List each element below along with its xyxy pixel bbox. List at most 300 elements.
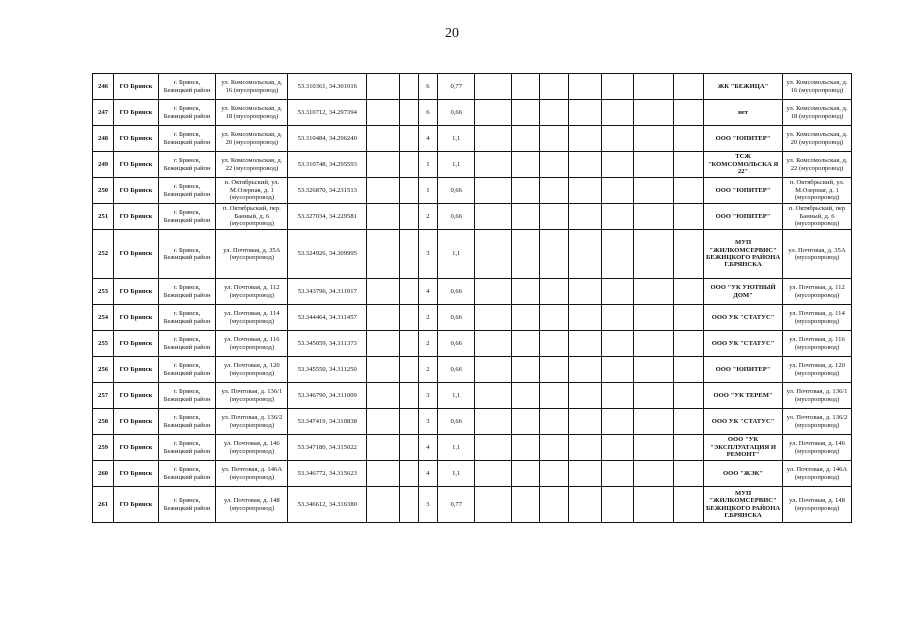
empty-cell	[475, 435, 511, 461]
table-row	[93, 178, 852, 204]
coordinates-cell: 53.344464, 34.311457	[288, 305, 367, 331]
empty-cell	[601, 100, 633, 126]
empty-cell	[601, 230, 633, 279]
district-cell: ГО Брянск	[114, 279, 159, 305]
coordinates-cell: 53.310748, 34.295593	[288, 152, 367, 178]
district-cell: ГО Брянск	[114, 152, 159, 178]
empty-cell	[568, 204, 601, 230]
empty-cell	[399, 305, 418, 331]
address-cell: ул. Почтовая, д. 114 (мусоропровод)	[216, 305, 288, 331]
coordinates-cell: 53.310361, 34.301016	[288, 74, 367, 100]
empty-cell	[367, 487, 399, 523]
managing-org-cell: ООО "УК УЮТНЫЙ ДОМ"	[704, 279, 783, 305]
locality-cell: г. Брянск, Бежицкий район	[158, 230, 216, 279]
container-volume-cell: 1,1	[438, 152, 475, 178]
empty-cell	[511, 461, 539, 487]
waste-source-cell: ул. Комсомольская, д. 22 (мусоропровод)	[783, 152, 852, 178]
empty-cell	[634, 100, 673, 126]
table-row	[93, 331, 852, 357]
managing-org-cell: МУП "ЖИЛКОМСЕРВИС" БЕЖИЦКОГО РАЙОНА Г.БРЯНСКА	[704, 487, 783, 523]
empty-cell	[601, 487, 633, 523]
table-row	[93, 409, 852, 435]
address-cell: ул. Почтовая, д. 136/1 (мусоропровод)	[216, 383, 288, 409]
district-cell: ГО Брянск	[114, 305, 159, 331]
table-row	[93, 383, 852, 409]
empty-cell	[367, 100, 399, 126]
empty-cell	[634, 74, 673, 100]
container-count-cell: 4	[418, 435, 437, 461]
empty-cell	[399, 435, 418, 461]
empty-cell	[673, 230, 703, 279]
empty-cell	[367, 383, 399, 409]
row-number-cell: 254	[93, 305, 114, 331]
empty-cell	[475, 230, 511, 279]
locality-cell: г. Брянск, Бежицкий район	[158, 100, 216, 126]
container-volume-cell: 0,66	[438, 305, 475, 331]
container-volume-cell: 1,1	[438, 383, 475, 409]
empty-cell	[399, 487, 418, 523]
empty-cell	[568, 178, 601, 204]
container-count-cell: 2	[418, 331, 437, 357]
locality-cell: г. Брянск, Бежицкий район	[158, 409, 216, 435]
container-count-cell: 6	[418, 100, 437, 126]
address-cell: п. Октябрьский, пер. Банный, д. 6 (мусоропровод)	[216, 204, 288, 230]
empty-cell	[475, 178, 511, 204]
empty-cell	[475, 383, 511, 409]
locality-cell: г. Брянск, Бежицкий район	[158, 305, 216, 331]
locality-cell: г. Брянск, Бежицкий район	[158, 279, 216, 305]
empty-cell	[601, 409, 633, 435]
waste-source-cell: ул. Почтовая, д. 146А (мусоропровод)	[783, 461, 852, 487]
table-row	[93, 487, 852, 523]
empty-cell	[367, 305, 399, 331]
row-number-cell: 259	[93, 435, 114, 461]
address-cell: ул. Почтовая, д. 146 (мусоропровод)	[216, 435, 288, 461]
address-cell: ул. Комсомольская, д. 22 (мусоропровод)	[216, 152, 288, 178]
table-row	[93, 152, 852, 178]
address-cell: ул. Почтовая, д. 146А (мусоропровод)	[216, 461, 288, 487]
empty-cell	[540, 279, 568, 305]
container-volume-cell: 0,66	[438, 100, 475, 126]
container-volume-cell: 0,77	[438, 74, 475, 100]
waste-source-cell: ул. Почтовая, д. 35А (мусоропровод)	[783, 230, 852, 279]
empty-cell	[601, 383, 633, 409]
locality-cell: г. Брянск, Бежицкий район	[158, 435, 216, 461]
empty-cell	[475, 100, 511, 126]
district-cell: ГО Брянск	[114, 461, 159, 487]
container-volume-cell: 0,66	[438, 409, 475, 435]
empty-cell	[511, 74, 539, 100]
table-row	[93, 74, 852, 100]
empty-cell	[634, 305, 673, 331]
container-count-cell: 3	[418, 487, 437, 523]
empty-cell	[511, 126, 539, 152]
empty-cell	[540, 204, 568, 230]
container-count-cell: 3	[418, 230, 437, 279]
empty-cell	[540, 409, 568, 435]
container-count-cell: 3	[418, 409, 437, 435]
empty-cell	[601, 74, 633, 100]
empty-cell	[634, 126, 673, 152]
empty-cell	[634, 331, 673, 357]
empty-cell	[540, 74, 568, 100]
address-cell: ул. Почтовая, д. 35А (мусоропровод)	[216, 230, 288, 279]
row-number-cell: 255	[93, 331, 114, 357]
empty-cell	[399, 230, 418, 279]
table-row	[93, 100, 852, 126]
empty-cell	[540, 230, 568, 279]
address-cell: ул. Почтовая, д. 148 (мусоропровод)	[216, 487, 288, 523]
coordinates-cell: 53.347419, 34.310838	[288, 409, 367, 435]
empty-cell	[673, 435, 703, 461]
district-cell: ГО Брянск	[114, 74, 159, 100]
district-cell: ГО Брянск	[114, 204, 159, 230]
waste-source-cell: ул. Комсомольская, д. 16 (мусоропровод)	[783, 74, 852, 100]
district-cell: ГО Брянск	[114, 409, 159, 435]
container-volume-cell: 0,66	[438, 178, 475, 204]
locality-cell: г. Брянск, Бежицкий район	[158, 331, 216, 357]
district-cell: ГО Брянск	[114, 100, 159, 126]
locality-cell: г. Брянск, Бежицкий район	[158, 74, 216, 100]
empty-cell	[568, 279, 601, 305]
empty-cell	[367, 409, 399, 435]
empty-cell	[673, 74, 703, 100]
empty-cell	[511, 152, 539, 178]
empty-cell	[601, 279, 633, 305]
empty-cell	[475, 487, 511, 523]
coordinates-cell: 53.327034, 34.229581	[288, 204, 367, 230]
container-volume-cell: 0,66	[438, 279, 475, 305]
empty-cell	[367, 357, 399, 383]
empty-cell	[568, 357, 601, 383]
address-cell: ул. Почтовая, д. 116 (мусоропровод)	[216, 331, 288, 357]
empty-cell	[568, 461, 601, 487]
container-count-cell: 2	[418, 357, 437, 383]
empty-cell	[399, 331, 418, 357]
empty-cell	[634, 409, 673, 435]
empty-cell	[673, 152, 703, 178]
managing-org-cell: ТСЖ "КОМСОМОЛЬСКА Я 22"	[704, 152, 783, 178]
empty-cell	[634, 357, 673, 383]
coordinates-cell: 53.345059, 34.311373	[288, 331, 367, 357]
container-volume-cell: 1,1	[438, 435, 475, 461]
empty-cell	[568, 331, 601, 357]
empty-cell	[601, 204, 633, 230]
container-volume-cell: 1,1	[438, 230, 475, 279]
table-row	[93, 435, 852, 461]
empty-cell	[475, 279, 511, 305]
address-cell: ул. Комсомольская, д. 16 (мусоропровод)	[216, 74, 288, 100]
managing-org-cell: ООО УК "СТАТУС"	[704, 409, 783, 435]
coordinates-cell: 53.310484, 34.296240	[288, 126, 367, 152]
empty-cell	[540, 461, 568, 487]
waste-source-cell: ул. Комсомольская, д. 20 (мусоропровод)	[783, 126, 852, 152]
district-cell: ГО Брянск	[114, 357, 159, 383]
empty-cell	[475, 152, 511, 178]
coordinates-cell: 53.343796, 34.311017	[288, 279, 367, 305]
empty-cell	[673, 100, 703, 126]
empty-cell	[601, 305, 633, 331]
container-volume-cell: 0,77	[438, 487, 475, 523]
address-cell: п. Октябрьский, ул. М.Озерная, д. 1 (мусоропровод)	[216, 178, 288, 204]
page-number: 20	[445, 26, 459, 41]
managing-org-cell: нет	[704, 100, 783, 126]
coordinates-cell: 53.346772, 34.315623	[288, 461, 367, 487]
empty-cell	[475, 331, 511, 357]
table-row	[93, 126, 852, 152]
container-volume-cell: 0,66	[438, 204, 475, 230]
empty-cell	[634, 383, 673, 409]
empty-cell	[568, 126, 601, 152]
empty-cell	[601, 152, 633, 178]
empty-cell	[367, 178, 399, 204]
empty-cell	[601, 357, 633, 383]
empty-cell	[367, 461, 399, 487]
container-count-cell: 1	[418, 178, 437, 204]
waste-source-cell: ул. Почтовая, д. 148 (мусоропровод)	[783, 487, 852, 523]
empty-cell	[634, 178, 673, 204]
district-cell: ГО Брянск	[114, 383, 159, 409]
empty-cell	[568, 487, 601, 523]
row-number-cell: 257	[93, 383, 114, 409]
address-cell: ул. Почтовая, д. 120 (мусоропровод)	[216, 357, 288, 383]
coordinates-cell: 53.345550, 34.311250	[288, 357, 367, 383]
coordinates-cell: 53.310712, 34.297394	[288, 100, 367, 126]
managing-org-cell: МУП "ЖИЛКОМСЕРВИС" БЕЖИЦКОГО РАЙОНА Г.БРЯНСКА	[704, 230, 783, 279]
managing-org-cell: ООО "УК ТЕРЕМ"	[704, 383, 783, 409]
empty-cell	[511, 178, 539, 204]
empty-cell	[540, 100, 568, 126]
empty-cell	[673, 383, 703, 409]
empty-cell	[399, 279, 418, 305]
empty-cell	[399, 357, 418, 383]
waste-source-cell: ул. Почтовая, д. 136/2 (мусоропровод)	[783, 409, 852, 435]
district-cell: ГО Брянск	[114, 331, 159, 357]
coordinates-cell: 53.346612, 34.316380	[288, 487, 367, 523]
empty-cell	[367, 279, 399, 305]
row-number-cell: 261	[93, 487, 114, 523]
empty-cell	[511, 100, 539, 126]
address-cell: ул. Комсомольская, д. 18 (мусоропровод)	[216, 100, 288, 126]
empty-cell	[601, 435, 633, 461]
waste-source-cell: ул. Почтовая, д. 114 (мусоропровод)	[783, 305, 852, 331]
empty-cell	[634, 461, 673, 487]
managing-org-cell: ООО УК "СТАТУС"	[704, 305, 783, 331]
empty-cell	[601, 178, 633, 204]
empty-cell	[511, 331, 539, 357]
row-number-cell: 253	[93, 279, 114, 305]
empty-cell	[568, 74, 601, 100]
managing-org-cell: ООО "ЮПИТЕР"	[704, 357, 783, 383]
empty-cell	[511, 409, 539, 435]
managing-org-cell: ООО "ЮПИТЕР"	[704, 178, 783, 204]
empty-cell	[540, 357, 568, 383]
empty-cell	[634, 204, 673, 230]
empty-cell	[540, 487, 568, 523]
empty-cell	[568, 152, 601, 178]
managing-org-cell: ООО УК "СТАТУС"	[704, 331, 783, 357]
empty-cell	[540, 126, 568, 152]
row-number-cell: 250	[93, 178, 114, 204]
empty-cell	[601, 461, 633, 487]
container-count-cell: 3	[418, 383, 437, 409]
locality-cell: г. Брянск, Бежицкий район	[158, 126, 216, 152]
row-number-cell: 251	[93, 204, 114, 230]
empty-cell	[475, 74, 511, 100]
table-row	[93, 357, 852, 383]
district-cell: ГО Брянск	[114, 178, 159, 204]
waste-source-cell: ул. Почтовая, д. 136/1 (мусоропровод)	[783, 383, 852, 409]
row-number-cell: 252	[93, 230, 114, 279]
empty-cell	[673, 305, 703, 331]
locality-cell: г. Брянск, Бежицкий район	[158, 204, 216, 230]
container-count-cell: 2	[418, 204, 437, 230]
waste-source-cell: п. Октябрьский, пер Банный, д. 6 (мусоропровод)	[783, 204, 852, 230]
empty-cell	[568, 435, 601, 461]
locality-cell: г. Брянск, Бежицкий район	[158, 357, 216, 383]
empty-cell	[673, 487, 703, 523]
empty-cell	[475, 126, 511, 152]
empty-cell	[540, 305, 568, 331]
empty-cell	[511, 383, 539, 409]
empty-cell	[399, 100, 418, 126]
address-cell: ул. Почтовая, д. 136/2 (мусоропровод)	[216, 409, 288, 435]
empty-cell	[540, 152, 568, 178]
district-cell: ГО Брянск	[114, 487, 159, 523]
empty-cell	[399, 178, 418, 204]
container-count-cell: 6	[418, 74, 437, 100]
container-count-cell: 4	[418, 126, 437, 152]
empty-cell	[568, 383, 601, 409]
district-cell: ГО Брянск	[114, 230, 159, 279]
container-volume-cell: 0,66	[438, 331, 475, 357]
locality-cell: г. Брянск, Бежицкий район	[158, 178, 216, 204]
row-number-cell: 249	[93, 152, 114, 178]
empty-cell	[367, 152, 399, 178]
empty-cell	[601, 331, 633, 357]
container-volume-cell: 1,1	[438, 461, 475, 487]
empty-cell	[540, 178, 568, 204]
container-count-cell: 1	[418, 152, 437, 178]
empty-cell	[475, 409, 511, 435]
empty-cell	[475, 305, 511, 331]
locality-cell: г. Брянск, Бежицкий район	[158, 461, 216, 487]
empty-cell	[673, 204, 703, 230]
empty-cell	[399, 409, 418, 435]
container-count-cell: 4	[418, 279, 437, 305]
locality-cell: г. Брянск, Бежицкий район	[158, 487, 216, 523]
table-row	[93, 461, 852, 487]
waste-source-cell: ул. Почтовая, д. 146 (мусоропровод)	[783, 435, 852, 461]
managing-org-cell: ООО "ЮПИТЕР"	[704, 126, 783, 152]
coordinates-cell: 53.346790, 34.311009	[288, 383, 367, 409]
container-count-cell: 4	[418, 461, 437, 487]
empty-cell	[673, 178, 703, 204]
managing-org-cell: ЖК "БЕЖИЦА"	[704, 74, 783, 100]
managing-org-cell: ООО "ЖЭК"	[704, 461, 783, 487]
empty-cell	[475, 461, 511, 487]
table-body	[93, 74, 852, 523]
empty-cell	[511, 487, 539, 523]
address-cell: ул. Почтовая, д. 112 (мусоропровод)	[216, 279, 288, 305]
row-number-cell: 248	[93, 126, 114, 152]
row-number-cell: 260	[93, 461, 114, 487]
empty-cell	[634, 487, 673, 523]
empty-cell	[399, 126, 418, 152]
managing-org-cell: ООО "ЮПИТЕР"	[704, 204, 783, 230]
empty-cell	[367, 74, 399, 100]
empty-cell	[475, 204, 511, 230]
waste-source-cell: ул. Комсомольская, д. 18 (мусоропровод)	[783, 100, 852, 126]
empty-cell	[475, 357, 511, 383]
empty-cell	[511, 204, 539, 230]
waste-source-cell: ул. Почтовая, д. 120 (мусоропровод)	[783, 357, 852, 383]
empty-cell	[673, 409, 703, 435]
table-row	[93, 279, 852, 305]
empty-cell	[511, 230, 539, 279]
empty-cell	[673, 331, 703, 357]
container-volume-cell: 1,1	[438, 126, 475, 152]
empty-cell	[673, 279, 703, 305]
empty-cell	[673, 126, 703, 152]
waste-source-cell: ул. Почтовая, д. 116 (мусоропровод)	[783, 331, 852, 357]
coordinates-cell: 53.347180, 34.315022	[288, 435, 367, 461]
empty-cell	[399, 383, 418, 409]
row-number-cell: 246	[93, 74, 114, 100]
empty-cell	[601, 126, 633, 152]
empty-cell	[568, 230, 601, 279]
row-number-cell: 258	[93, 409, 114, 435]
empty-cell	[673, 461, 703, 487]
empty-cell	[568, 100, 601, 126]
locality-cell: г. Брянск, Бежицкий район	[158, 383, 216, 409]
empty-cell	[511, 435, 539, 461]
table-row	[93, 305, 852, 331]
coordinates-cell: 53.326870, 34.231513	[288, 178, 367, 204]
locality-cell: г. Брянск, Бежицкий район	[158, 152, 216, 178]
empty-cell	[511, 357, 539, 383]
district-cell: ГО Брянск	[114, 435, 159, 461]
empty-cell	[367, 230, 399, 279]
address-cell: ул. Комсомольская, д. 20 (мусоропровод)	[216, 126, 288, 152]
managing-org-cell: ООО "УК "ЭКСПЛУАТАЦИЯ И РЕМОНТ"	[704, 435, 783, 461]
district-cell: ГО Брянск	[114, 126, 159, 152]
waste-source-cell: ул. Почтовая, д. 112 (мусоропровод)	[783, 279, 852, 305]
empty-cell	[568, 409, 601, 435]
empty-cell	[540, 383, 568, 409]
empty-cell	[399, 152, 418, 178]
row-number-cell: 256	[93, 357, 114, 383]
empty-cell	[540, 435, 568, 461]
empty-cell	[634, 152, 673, 178]
table-row	[93, 204, 852, 230]
empty-cell	[634, 230, 673, 279]
empty-cell	[367, 126, 399, 152]
empty-cell	[540, 331, 568, 357]
empty-cell	[673, 357, 703, 383]
empty-cell	[511, 279, 539, 305]
empty-cell	[399, 204, 418, 230]
container-count-cell: 2	[418, 305, 437, 331]
empty-cell	[634, 435, 673, 461]
empty-cell	[367, 204, 399, 230]
table-row	[93, 230, 852, 279]
empty-cell	[367, 435, 399, 461]
empty-cell	[568, 305, 601, 331]
row-number-cell: 247	[93, 100, 114, 126]
container-sites-table	[92, 73, 852, 523]
empty-cell	[511, 305, 539, 331]
